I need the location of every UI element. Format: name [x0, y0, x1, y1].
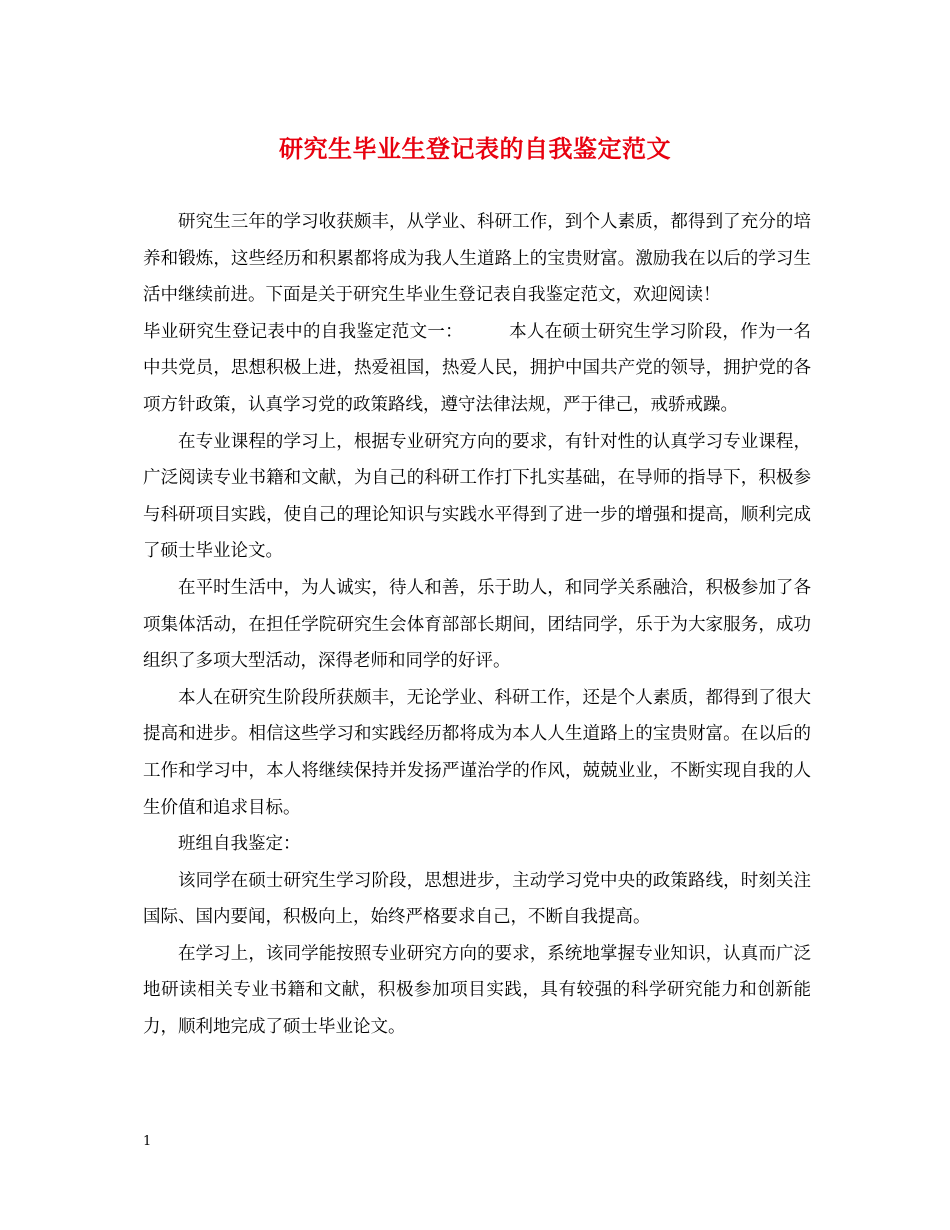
- intro-paragraph: 研究生三年的学习收获颇丰，从学业、科研工作，到个人素质，都得到了充分的培养和锻炼，这些经历和积累都将成为我人生道路上的宝贵财富。激励我在以后的学习生活中继续前进。下面是关于研究生毕业生登记表自我鉴定范文，欢迎阅读！: [143, 212, 811, 306]
- page-number: 1: [143, 1134, 152, 1149]
- summary-paragraph: 本人在研究生阶段所获颇丰，无论学业、科研工作，还是个人素质，都得到了很大提高和进步。相信这些学习和实践经历都将成为本人人生道路上的宝贵财富。在以后的工作和学习中，本人将继续保持并发扬严谨治学的作风，兢兢业业，不断实现自我的人生价值和追求目标。: [143, 687, 811, 818]
- group-evaluation-heading: 班组自我鉴定：: [178, 834, 301, 855]
- group-evaluation-paragraph-1: 该同学在硕士研究生学习阶段，思想进步，主动学习党中央的政策路线，时刻关注国际、国内要闻，积极向上，始终严格要求自己，不断自我提高。: [143, 870, 811, 928]
- section-heading: 毕业研究生登记表中的自我鉴定范文一：: [143, 321, 463, 342]
- study-paragraph: 在专业课程的学习上，根据专业研究方向的要求，有针对性的认真学习专业课程，广泛阅读专业书籍和文献，为自己的科研工作打下扎实基础，在导师的指导下，积极参与科研项目实践，使自己的理论知识与实践水平得到了进一步的增强和提高，顺利完成了硕士毕业论文。: [143, 431, 811, 562]
- section-one-paragraph: [143, 314, 811, 424]
- document-body: [143, 204, 811, 1046]
- section-one-text: 本人在硕士研究生学习阶段，作为一名中共党员，思想积极上进，热爱祖国，热爱人民，拥护中国共产党的领导，拥护党的各项方针政策，认真学习党的政策路线，遵守法律法规，严于律己，戒骄戒躁。: [143, 321, 812, 415]
- life-paragraph: 在平时生活中，为人诚实，待人和善，乐于助人，和同学关系融洽，积极参加了各项集体活动，在担任学院研究生会体育部部长期间，团结同学，乐于为大家服务，成功组织了多项大型活动，深得老师和同学的好评。: [143, 577, 811, 672]
- document-title: 研究生毕业生登记表的自我鉴定范文: [279, 134, 671, 163]
- group-evaluation-paragraph-2: 在学习上，该同学能按照专业研究方向的要求，系统地掌握专业知识，认真而广泛地研读相关专业书籍和文献，积极参加项目实践，具有较强的科学研究能力和创新能力，顺利地完成了硕士毕业论文。: [143, 943, 811, 1038]
